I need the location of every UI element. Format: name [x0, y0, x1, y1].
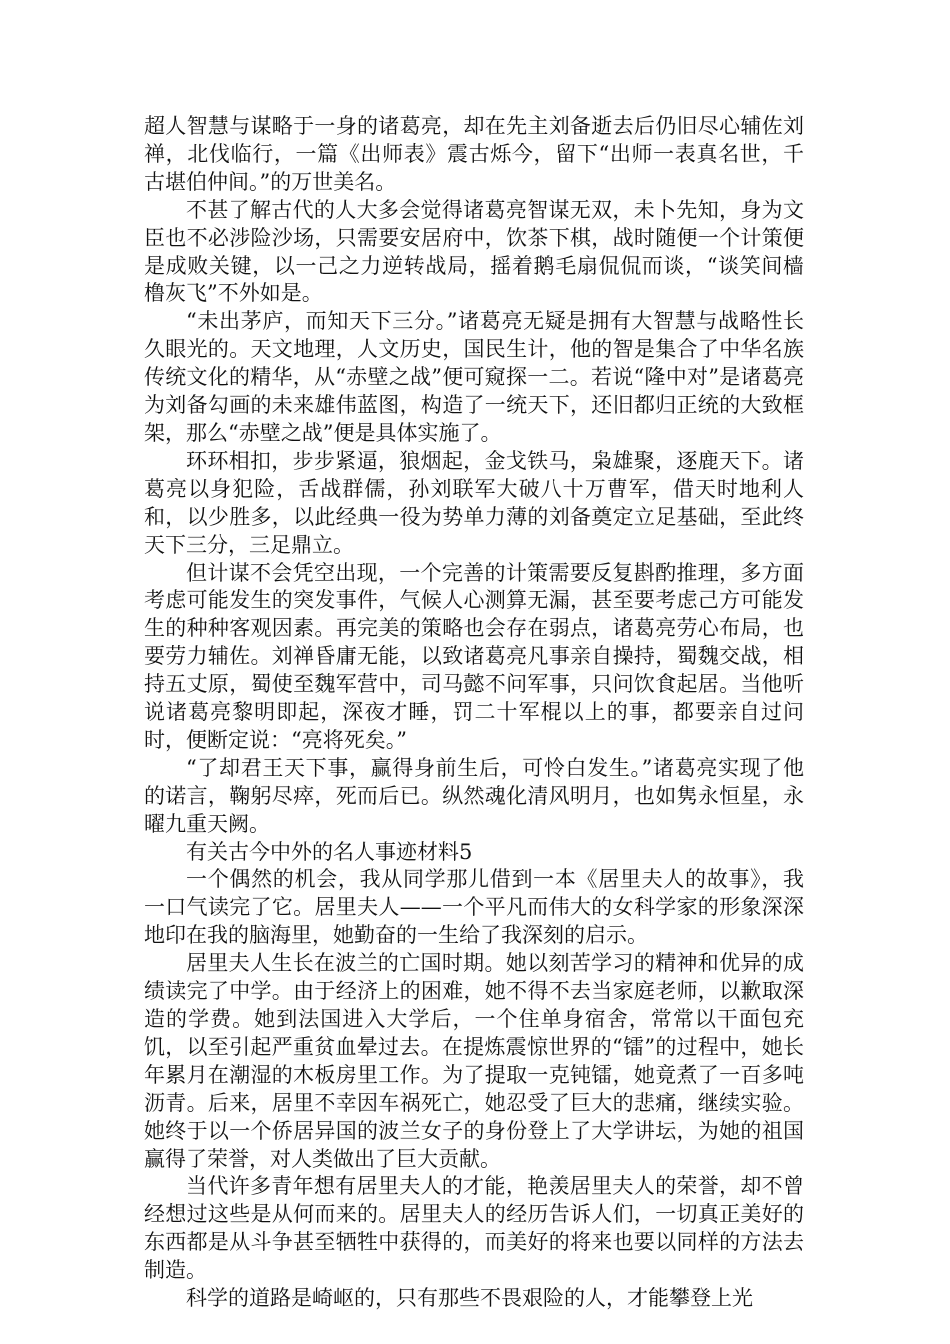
paragraph-4: 环环相扣，步步紧逼，狼烟起，金戈铁马，枭雄聚，逐鹿天下。诸葛亮以身犯险，舌战群儒，孙刘联军大破八十万曹军，借天时地利人和，以少胜多，以此经典一役为势单力薄的刘备奠定立足基础，至此终天下三分，三足鼎立。	[144, 448, 804, 557]
paragraph-1: 超人智慧与谋略于一身的诸葛亮，却在先主刘备逝去后仍旧尽心辅佐刘禅，北伐临行，一篇《出师表》震古烁今，留下“出师一表真名世，千古堪伯仲间。”的万世美名。	[144, 114, 804, 194]
paragraph-3: “未出茅庐，而知天下三分。”诸葛亮无疑是拥有大智慧与战略性长久眼光的。天文地理，人文历史，国民生计，他的智是集合了中华名族传统文化的精华，从“赤壁之战”便可窥探一二。若说“隆中对”是诸葛亮为刘备勾画的未来雄伟蓝图，构造了一统天下，还旧都归正统的大致框架，那么“赤壁之战”便是具体实施了。	[144, 309, 804, 445]
paragraph-7: 一个偶然的机会，我从同学那儿借到一本《居里夫人的故事》，我一口气读完了它。居里夫人——一个平凡而伟大的女科学家的形象深深地印在我的脑海里，她勤奋的一生给了我深刻的启示。	[144, 867, 804, 948]
paragraph-8: 居里夫人生长在波兰的亡国时期。她以刻苦学习的精神和优异的成绩读完了中学。由于经济上的困难，她不得不去当家庭老师，以歉取深造的学费。她到法国进入大学后，一个住单身宿舍，常常以干面包充饥，以至引起严重贫血晕过去。在提炼震惊世界的“镭”的过程中，她长年累月在潮湿的木板房里工作。为了提取一克钝镭，她竟煮了一百多吨沥青。后来，居里不幸因车祸死亡，她忍受了巨大的悲痛，继续实验。她终于以一个侨居异国的波兰女子的身份登上了大学讲坛，为她的祖国赢得了荣誉，对人类做出了巨大贡献。	[144, 951, 804, 1171]
paragraph-2: 不甚了解古代的人大多会觉得诸葛亮智谋无双，未卜先知，身为文臣也不必涉险沙场，只需要安居府中，饮茶下棋，战时随便一个计策便是成败关键，以一己之力逆转战局，摇着鹅毛扇侃侃而谈，“谈笑间樯橹灰飞”不外如是。	[144, 197, 804, 306]
paragraph-6: “了却君王天下事，赢得身前生后，可怜白发生。”诸葛亮实现了他的诺言，鞠躬尽瘁，死而后已。纵然魂化清风明月，也如隽永恒星，永曜九重天阙。	[144, 755, 804, 836]
paragraph-5: 但计谋不会凭空出现，一个完善的计策需要反复斟酌推理，多方面考虑可能发生的突发事件，气候人心测算无漏，甚至要考虑己方可能发生的种种客观因素。再完美的策略也会存在弱点，诸葛亮劳心布局，也要劳力辅佐。刘禅昏庸无能，以致诸葛亮凡事亲自操持，蜀魏交战，相持五丈原，蜀使至魏军营中，司马懿不问军事，只问饮食起居。当他听说诸葛亮黎明即起，深夜才睡，罚二十军棍以上的事，都要亲自过问时，便断定说：“亮将死矣。”	[144, 560, 804, 752]
document-body	[144, 113, 804, 1313]
section-heading: 有关古今中外的名人事迹材料5	[186, 839, 473, 864]
paragraph-10: 科学的道路是崎岖的，只有那些不畏艰险的人，才能攀登上光	[186, 1286, 753, 1311]
paragraph-9: 当代许多青年想有居里夫人的才能，艳羡居里夫人的荣誉，却不曾经想过这些是从何而来的。居里夫人的经历告诉人们，一切真正美好的东西都是从斗争甚至牺牲中获得的，而美好的将来也要以同样的方法去制造。	[144, 1174, 804, 1283]
